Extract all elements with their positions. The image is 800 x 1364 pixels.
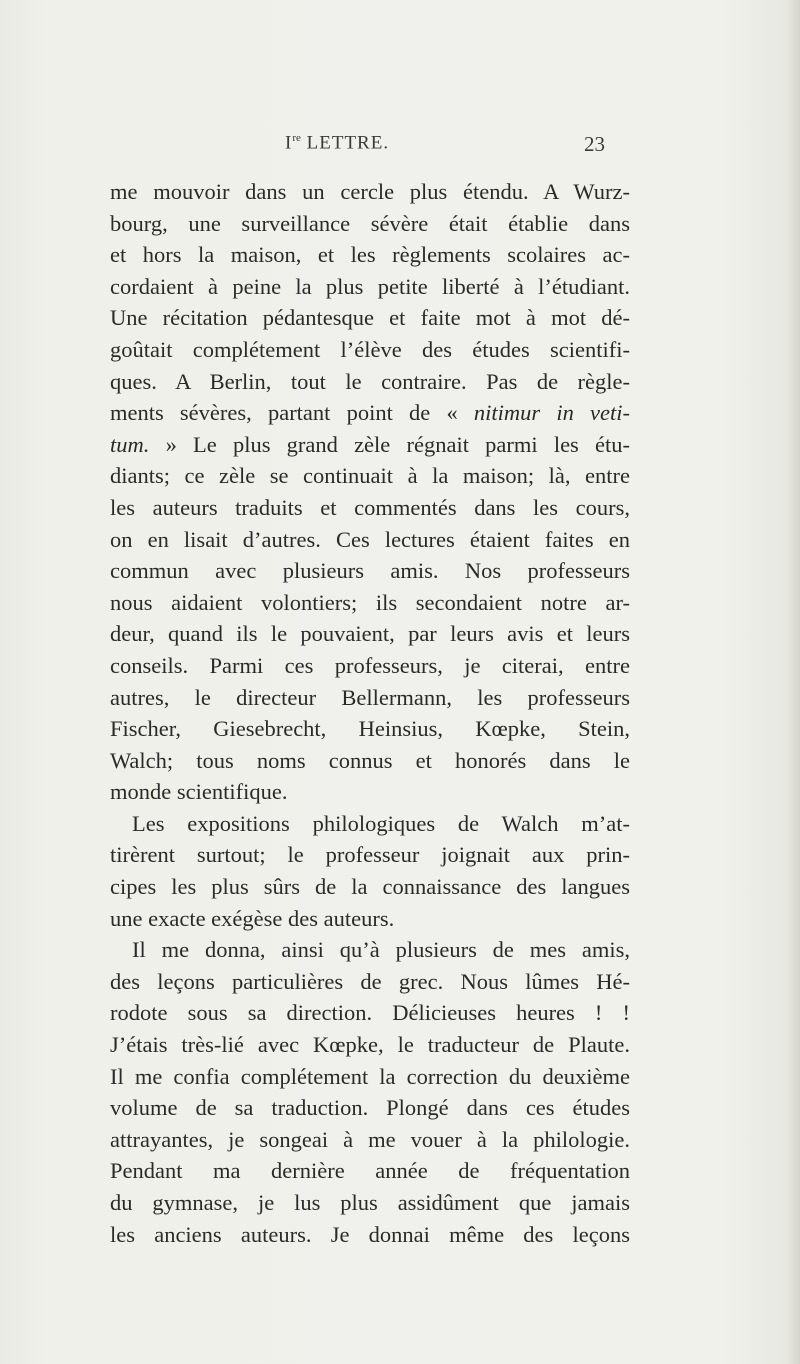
text-line bbox=[110, 587, 630, 619]
text-line-paragraph-start bbox=[110, 808, 630, 840]
line-text: J’étais très-lié avec Kœpke, le traducteur de Plaute. bbox=[110, 1032, 630, 1058]
text-line bbox=[110, 1029, 630, 1061]
line-text: Walch; tous noms connus et honorés dans le bbox=[110, 747, 630, 773]
line-text: monde scientifique. bbox=[110, 779, 288, 805]
text-line bbox=[110, 302, 630, 334]
line-text: Les expositions philologiques de Walch m’at- bbox=[132, 810, 630, 836]
text-line bbox=[110, 176, 630, 208]
text-line bbox=[110, 650, 630, 682]
running-title-word: LETTRE. bbox=[300, 132, 390, 154]
line-text: les anciens auteurs. Je donnai même des leçons bbox=[110, 1221, 630, 1247]
line-text: cordaient à peine la plus petite liberté à l’étudiant. bbox=[110, 273, 630, 299]
page-edge-shadow bbox=[786, 0, 800, 1364]
line-text: du gymnase, je lus plus assidûment que jamais bbox=[110, 1190, 630, 1215]
running-title-number: I bbox=[285, 132, 293, 154]
text-line-paragraph-end bbox=[110, 903, 630, 935]
text-line bbox=[110, 208, 630, 240]
running-title-sup: re bbox=[292, 132, 301, 144]
running-title bbox=[285, 132, 389, 154]
line-text: » Le plus grand zèle régnait parmi les étu- bbox=[149, 431, 630, 457]
line-text: volume de sa traduction. Plongé dans ces études bbox=[110, 1095, 630, 1121]
line-text: autres, le directeur Bellermann, les professeurs bbox=[110, 684, 630, 710]
text-line bbox=[110, 366, 630, 398]
line-text: Fischer, Giesebrecht, Heinsius, Kœpke, Stein, bbox=[110, 716, 630, 742]
text-line-paragraph-end bbox=[110, 776, 630, 808]
line-text: Pendant ma dernière année de fréquentation bbox=[110, 1158, 630, 1184]
line-text: nous aidaient volontiers; ils secondaient notre ar- bbox=[110, 589, 630, 615]
text-line bbox=[110, 334, 630, 366]
text-line bbox=[110, 492, 630, 524]
line-text: une exacte exégèse des auteurs. bbox=[110, 905, 395, 931]
page-number: 23 bbox=[584, 132, 605, 156]
line-text: attrayantes, je songeai à me vouer à la philologie. bbox=[110, 1126, 630, 1152]
text-line bbox=[110, 555, 630, 587]
body-text bbox=[110, 176, 630, 1250]
line-text: cipes les plus sûrs de la connaissance des langues bbox=[110, 874, 630, 900]
text-line bbox=[110, 682, 630, 714]
line-text: diants; ce zèle se continuait à la maison; là, entre bbox=[110, 463, 630, 489]
text-line bbox=[110, 1219, 630, 1251]
text-line-paragraph-start bbox=[110, 934, 630, 966]
latin-quote: nitimur in veti- bbox=[473, 400, 631, 426]
text-line bbox=[110, 997, 630, 1029]
text-line bbox=[110, 1092, 630, 1124]
line-text: rodote sous sa direction. Délicieuses heures ! ! bbox=[110, 1000, 630, 1026]
text-line bbox=[110, 839, 630, 871]
line-text: les auteurs traduits et commentés dans les cours, bbox=[110, 494, 630, 520]
line-text: commun avec plusieurs amis. Nos professeurs bbox=[110, 558, 630, 584]
text-line bbox=[110, 271, 630, 303]
text-line bbox=[110, 397, 630, 429]
text-line bbox=[110, 618, 630, 650]
text-line bbox=[110, 1155, 630, 1187]
line-text: goûtait complétement l’élève des études scientifi- bbox=[110, 336, 630, 362]
line-text: me mouvoir dans un cercle plus étendu. A Wurz- bbox=[110, 179, 630, 204]
line-text: on en lisait d’autres. Ces lectures étaient faites en bbox=[110, 526, 630, 552]
text-line bbox=[110, 524, 630, 556]
line-text: Il me confia complétement la correction du deuxième bbox=[110, 1063, 630, 1089]
line-text: ments sévères, partant point de « bbox=[110, 400, 474, 426]
text-line bbox=[110, 966, 630, 998]
line-text: des leçons particulières de grec. Nous lûmes Hé- bbox=[110, 968, 630, 994]
text-line bbox=[110, 239, 630, 271]
line-text: Il me donna, ainsi qu’à plusieurs de mes amis, bbox=[132, 937, 630, 963]
line-text: deur, quand ils le pouvaient, par leurs avis et leurs bbox=[110, 621, 630, 647]
text-line bbox=[110, 460, 630, 492]
text-line bbox=[110, 745, 630, 777]
text-line bbox=[110, 429, 630, 461]
line-text: et hors la maison, et les règlements scolaires ac- bbox=[110, 242, 630, 268]
line-text: bourg, une surveillance sévère était établie dans bbox=[110, 210, 630, 236]
page-header bbox=[285, 132, 605, 162]
line-text: Une récitation pédantesque et faite mot à mot dé- bbox=[110, 305, 630, 331]
text-line bbox=[110, 1187, 630, 1219]
text-line bbox=[110, 1124, 630, 1156]
text-line bbox=[110, 713, 630, 745]
text-line bbox=[110, 871, 630, 903]
text-line bbox=[110, 1061, 630, 1093]
line-text: ques. A Berlin, tout le contraire. Pas de règle- bbox=[110, 368, 630, 394]
line-text: tirèrent surtout; le professeur joignait aux prin- bbox=[110, 842, 630, 868]
line-text: conseils. Parmi ces professeurs, je citerai, entre bbox=[110, 652, 630, 678]
latin-quote: tum. bbox=[110, 431, 150, 457]
